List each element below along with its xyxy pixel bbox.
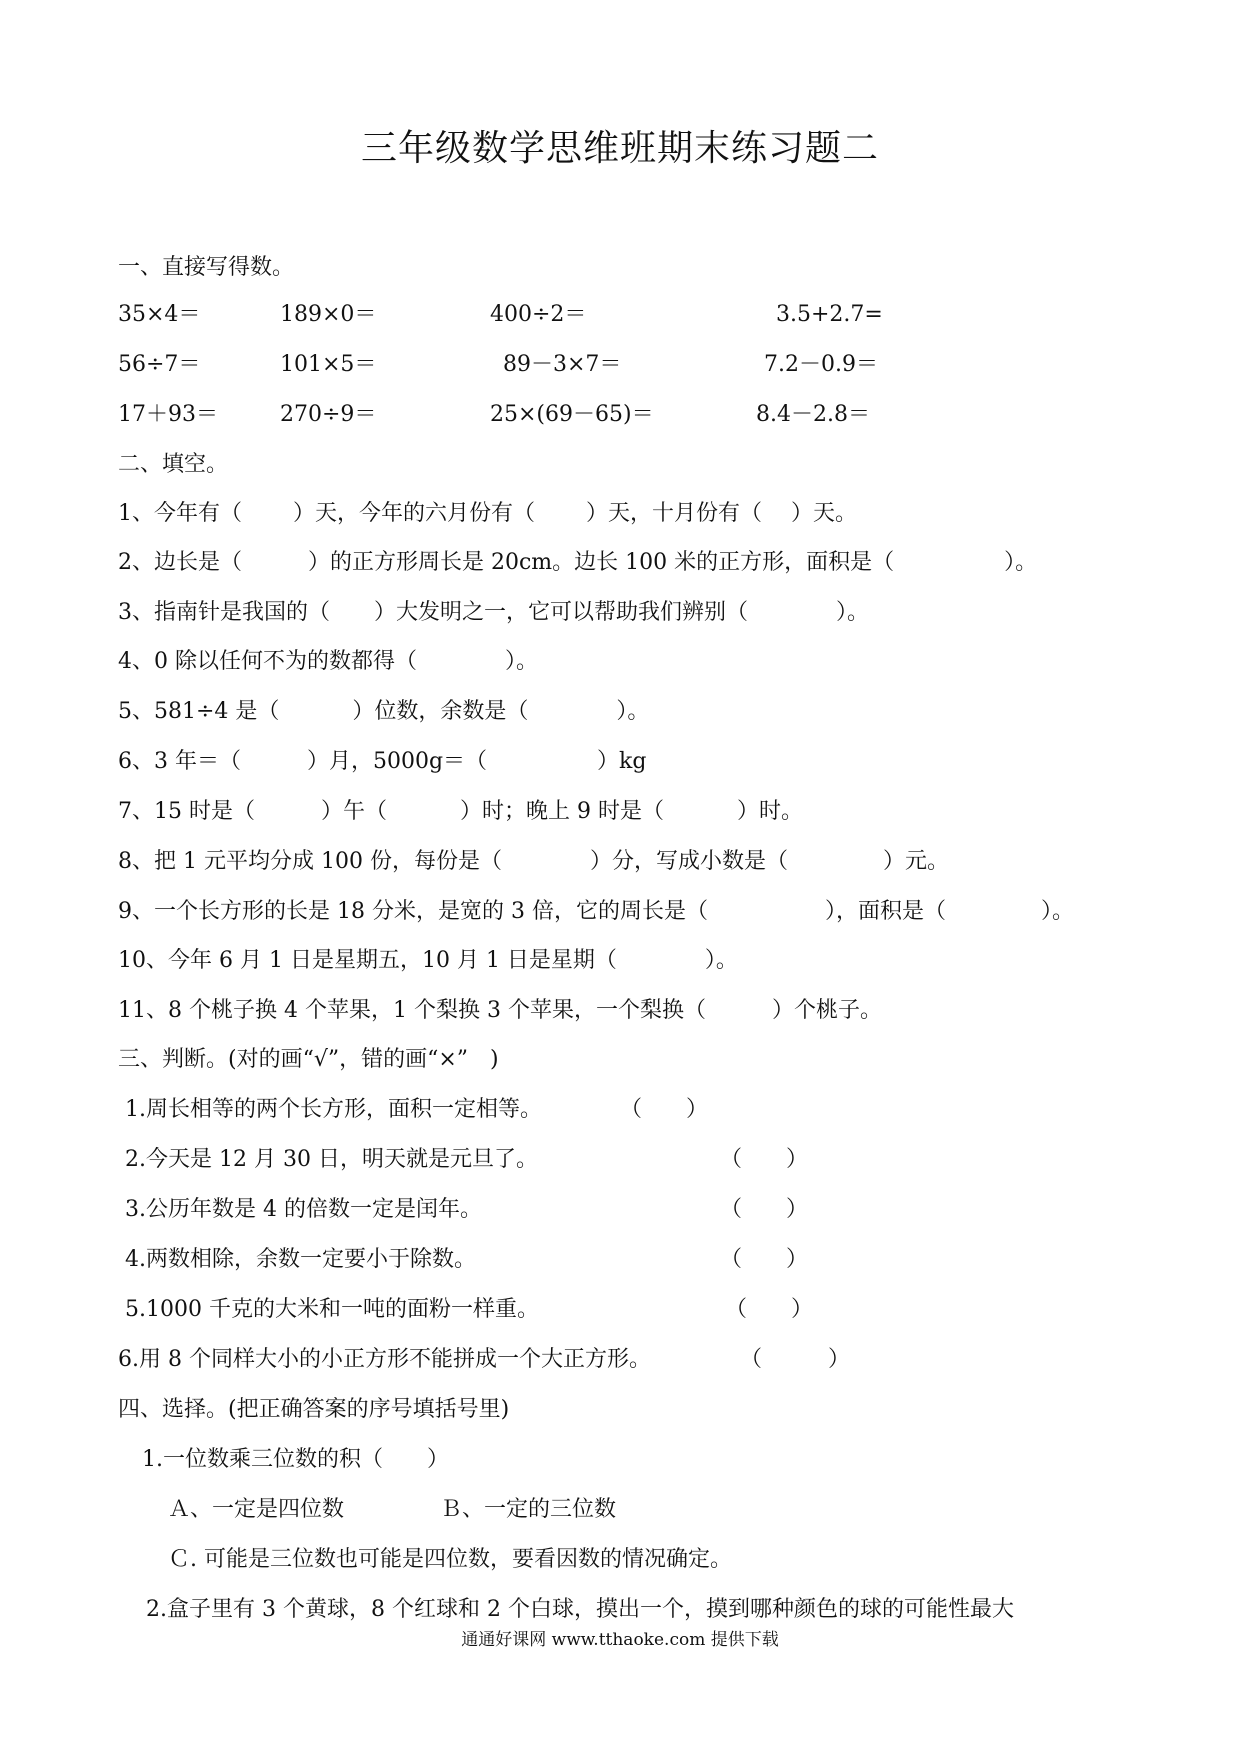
judgement-item: 3.公历年数是 4 的倍数一定是闰年。 bbox=[125, 1197, 482, 1222]
fill-blank-item: 8、把 1 元平均分成 100 份，每份是（ ）分，写成小数是（ ）元。 bbox=[118, 849, 949, 874]
page-footer: 通通好课网 www.tthaoke.com 提供下载 bbox=[461, 1630, 779, 1650]
choice-question: 2.盒子里有 3 个黄球，8 个红球和 2 个白球，摸出一个，摸到哪种颜色的球的可能性最大 bbox=[146, 1597, 1014, 1622]
choice-option-c: Ｃ. 可能是三位数也可能是四位数，要看因数的情况确定。 bbox=[168, 1547, 732, 1572]
section3-heading: 三、判断。(对的画“√”，错的画“×” ) bbox=[118, 1047, 499, 1072]
section4-heading: 四、选择。(把正确答案的序号填括号里) bbox=[118, 1397, 510, 1422]
calc-item: 17＋93＝ bbox=[118, 402, 218, 427]
calc-item: 56÷7＝ bbox=[118, 352, 201, 377]
fill-blank-item: 2、边长是（ ）的正方形周长是 20cm。边长 100 米的正方形，面积是（ ）。 bbox=[118, 550, 1038, 575]
calc-item: 89－3×7＝ bbox=[503, 352, 622, 377]
calc-item: 101×5＝ bbox=[280, 352, 377, 377]
calc-item: 8.4－2.8＝ bbox=[756, 402, 870, 427]
judgement-bracket: （ ） bbox=[725, 1297, 814, 1322]
fill-blank-item: 5、581÷4 是（ ）位数，余数是（ ）。 bbox=[118, 699, 650, 724]
judgement-bracket: （ ） bbox=[740, 1347, 851, 1372]
judgement-item: 1.周长相等的两个长方形，面积一定相等。 bbox=[125, 1097, 542, 1122]
fill-blank-item: 1、今年有（ ）天，今年的六月份有（ ）天，十月份有（ ）天。 bbox=[118, 501, 857, 526]
section1-heading: 一、直接写得数。 bbox=[118, 255, 295, 280]
fill-blank-item: 4、0 除以任何不为的数都得（ ）。 bbox=[118, 649, 538, 674]
judgement-bracket: （ ） bbox=[720, 1247, 809, 1272]
calc-item: 270÷9＝ bbox=[280, 402, 377, 427]
fill-blank-item: 10、今年 6 月 1 日是星期五，10 月 1 日是星期（ ）。 bbox=[118, 948, 738, 973]
judgement-item: 5.1000 千克的大米和一吨的面粉一样重。 bbox=[125, 1297, 539, 1322]
judgement-bracket: （ ） bbox=[720, 1147, 809, 1172]
choice-option-b: Ｂ、一定的三位数 bbox=[440, 1497, 617, 1522]
calc-item: 3.5+2.7= bbox=[776, 302, 883, 327]
fill-blank-item: 11、8 个桃子换 4 个苹果，1 个梨换 3 个苹果，一个梨换（ ）个桃子。 bbox=[118, 998, 882, 1023]
judgement-item: 2.今天是 12 月 30 日，明天就是元旦了。 bbox=[125, 1147, 538, 1172]
calc-item: 189×0＝ bbox=[280, 302, 377, 327]
fill-blank-item: 6、3 年＝（ ）月，5000g＝（ ）kg bbox=[118, 749, 647, 774]
fill-blank-item: 7、15 时是（ ）午（ ）时；晚上 9 时是（ ）时。 bbox=[118, 799, 803, 824]
choice-option-a: Ａ、一定是四位数 bbox=[168, 1497, 345, 1522]
calc-item: 400÷2＝ bbox=[490, 302, 587, 327]
calc-item: 7.2－0.9＝ bbox=[764, 352, 878, 377]
section2-heading: 二、填空。 bbox=[118, 452, 229, 477]
choice-question: 1.一位数乘三位数的积（ ） bbox=[142, 1447, 449, 1472]
judgement-bracket: （ ） bbox=[720, 1197, 809, 1222]
judgement-bracket: （ ） bbox=[620, 1097, 709, 1122]
fill-blank-item: 3、指南针是我国的（ ）大发明之一，它可以帮助我们辨别（ ）。 bbox=[118, 600, 869, 625]
calc-item: 35×4＝ bbox=[118, 302, 201, 327]
fill-blank-item: 9、一个长方形的长是 18 分米，是宽的 3 倍，它的周长是（ ），面积是（ ）。 bbox=[118, 899, 1074, 924]
page-title: 三年级数学思维班期末练习题二 bbox=[360, 128, 879, 169]
judgement-item: 6.用 8 个同样大小的小正方形不能拼成一个大正方形。 bbox=[118, 1347, 651, 1372]
calc-item: 25×(69－65)＝ bbox=[490, 402, 654, 427]
judgement-item: 4.两数相除，余数一定要小于除数。 bbox=[125, 1247, 476, 1272]
